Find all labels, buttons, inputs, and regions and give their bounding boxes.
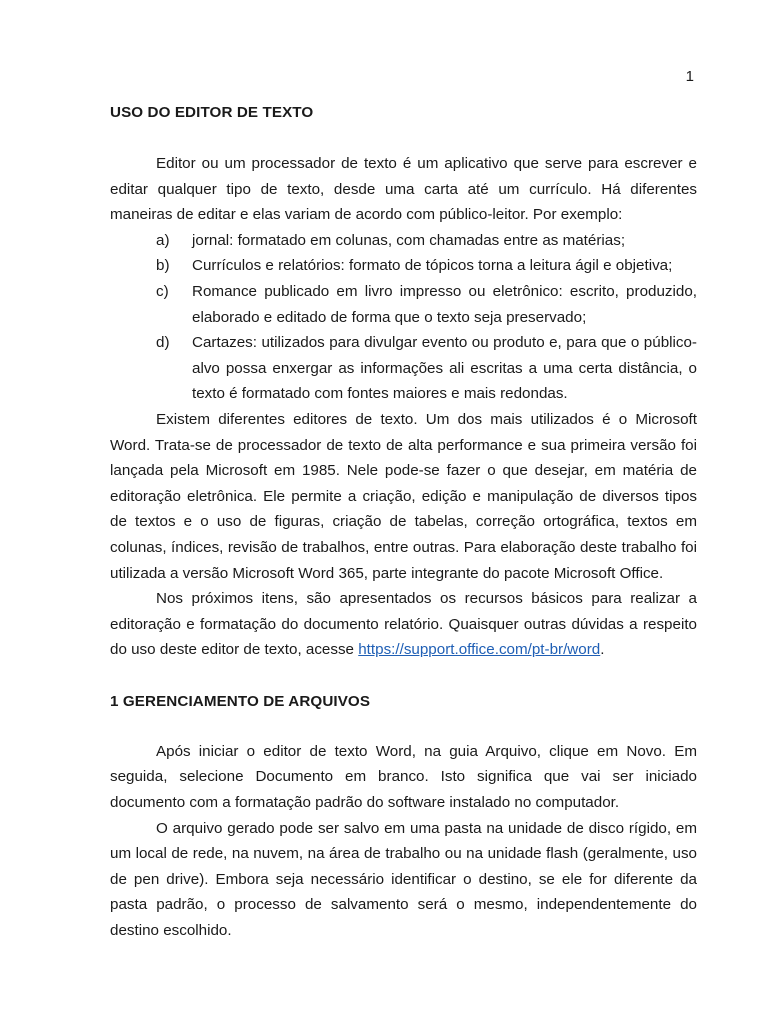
new-document-paragraph: Após iniciar o editor de texto Word, na guia Arquivo, clique em Novo. Em seguida, selecione Documento em branco. Isto significa que vai ser iniciado documento com a formatação padrão do software instalado no computador. (110, 742, 697, 812)
list-marker: c) (156, 282, 169, 300)
list-marker: b) (156, 257, 170, 275)
list-item (110, 330, 697, 407)
list-marker: d) (156, 334, 170, 352)
section-title-gerenciamento: 1 GERENCIAMENTO DE ARQUIVOS (110, 692, 371, 710)
support-office-link[interactable]: https://support.office.com/pt-br/word (358, 641, 601, 659)
resources-end: . (600, 641, 605, 659)
section-title-uso-do-editor: USO DO EDITOR DE TEXTO (110, 104, 314, 121)
list-item-text: jornal: formatado em colunas, com chamadas entre as matérias; (192, 231, 626, 249)
save-file-paragraph: O arquivo gerado pode ser salvo em uma pasta na unidade de disco rígido, em um local de rede, na nuvem, na área de trabalho ou na unidade flash (geralmente, uso de pen drive). Embora seja necessário identificar o destino, se ele for diferente da pasta padrão, o processo de salvamento será o mesmo, independentemente do destino escolhido. (110, 819, 697, 940)
list-item (110, 253, 697, 279)
list-item (110, 279, 697, 330)
page-number: 1 (685, 68, 694, 85)
list-item-text: Currículos e relatórios: formato de tópicos torna a leitura ágil e objetiva; (192, 257, 673, 275)
list-item-text: Romance publicado em livro impresso ou eletrônico: escrito, produzido, elaborado e editado de forma que o texto seja preservado; (192, 282, 697, 326)
word-description-paragraph: Existem diferentes editores de texto. Um dos mais utilizados é o Microsoft Word. Trata-se de processador de texto de alta performance e sua primeira versão foi lançada pela Microsoft em 1985. Nele pode-se fazer o que desejar, em matéria de editoração eletrônica. Ele permite a criação, edição e manipulação de diversos tipos de textos e o uso de figuras, criação de tabelas, correção ortográfica, textos em colunas, índices, revisão de trabalhos, entre outras. Para elaboração deste trabalho foi utilizada a versão Microsoft Word 365, parte integrante do pacote Microsoft Office. (110, 410, 697, 582)
document-body (110, 104, 697, 944)
list-marker: a) (156, 231, 170, 249)
list-item (110, 228, 697, 254)
list-item-text: Cartazes: utilizados para divulgar evento ou produto e, para que o público-alvo possa enxergar as informações ali escritas a uma certa distância, o texto é formatado com fontes maiores e mais redondas. (192, 334, 697, 403)
examples-list (110, 228, 697, 407)
resources-text: Nos próximos itens, são apresentados os recursos básicos para realizar a editoração e formatação do documento relatório. Quaisquer outras dúvidas a respeito do uso deste editor de texto, acesse (110, 590, 697, 659)
intro-paragraph: Editor ou um processador de texto é um aplicativo que serve para escrever e editar qualquer tipo de texto, desde uma carta até um currículo. Há diferentes maneiras de editar e elas variam de acordo com público-leitor. Por exemplo: (110, 155, 697, 224)
resources-paragraph (110, 586, 697, 663)
